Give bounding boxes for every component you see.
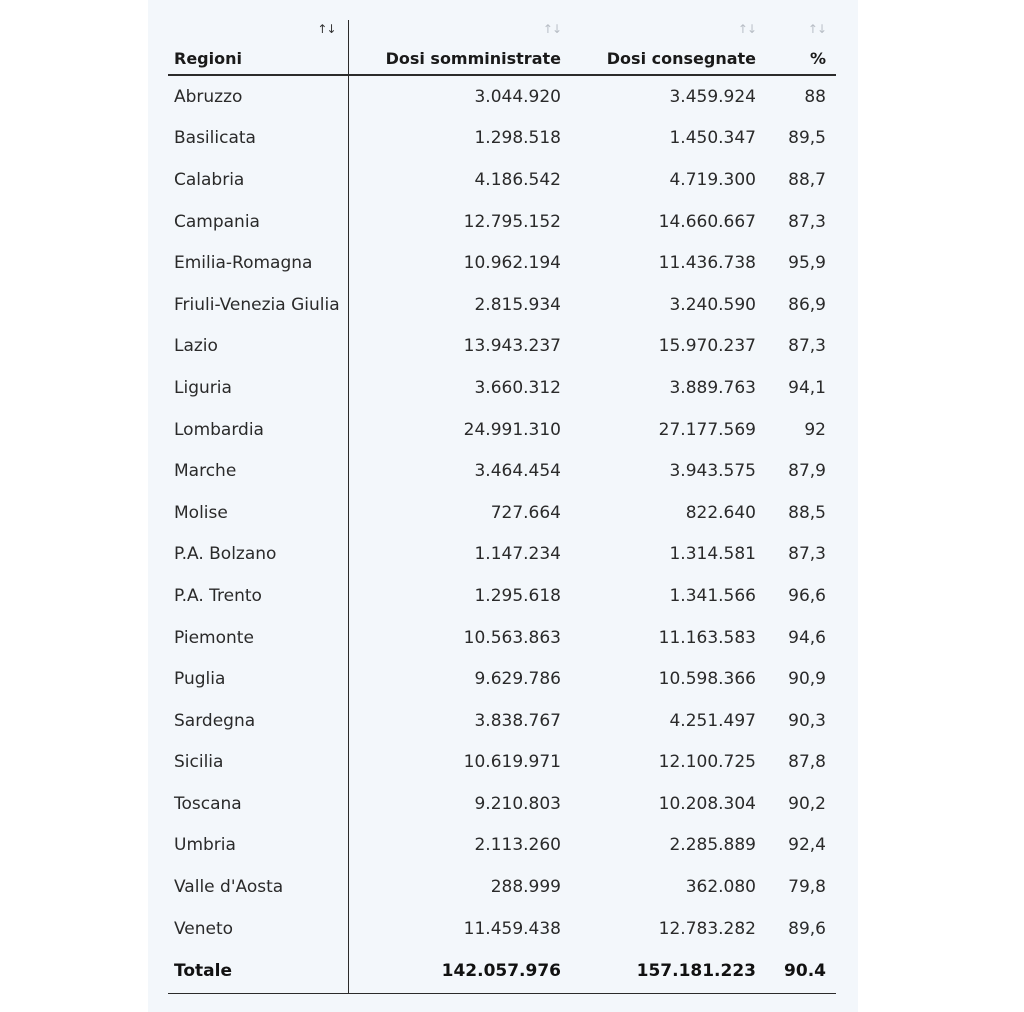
table-body [168,75,836,949]
cell-region: Basilicata [168,118,348,160]
table-row [168,326,836,368]
total-administered: 142.057.976 [348,949,571,994]
cell-delivered: 1.450.347 [669,128,756,149]
cell-delivered: 3.459.924 [669,86,756,107]
cell-delivered: 2.285.889 [669,835,756,856]
cell-administered: 727.664 [490,502,561,523]
cell-administered: 1.298.518 [474,128,561,149]
cell-percent: 96,6 [788,585,826,606]
column-header-administered[interactable] [348,20,571,75]
cell-percent: 87,9 [788,461,826,482]
column-header-region[interactable] [168,20,348,75]
cell-percent: 79,8 [788,877,826,898]
cell-administered: 288.999 [490,877,561,898]
table-row [168,492,836,534]
cell-region: Toscana [168,783,348,825]
cell-administered: 10.619.971 [463,752,561,773]
table-row [168,742,836,784]
cell-administered: 3.660.312 [474,377,561,398]
cell-delivered: 10.208.304 [658,793,756,814]
cell-administered: 10.563.863 [463,627,561,648]
cell-region: Sardegna [168,700,348,742]
cell-administered: 3.838.767 [474,710,561,731]
cell-percent: 86,9 [788,294,826,315]
column-header-label: Regioni [174,49,242,68]
cell-percent: 90,9 [788,669,826,690]
cell-delivered: 1.341.566 [669,585,756,606]
cell-administered: 3.464.454 [474,461,561,482]
table-row [168,534,836,576]
header-row [168,20,836,75]
cell-delivered: 15.970.237 [658,336,756,357]
cell-administered: 1.147.234 [474,544,561,565]
total-percent: 90.4 [766,949,836,994]
sort-icon[interactable]: ↑↓ [542,22,561,36]
cell-percent: 88 [804,86,826,107]
cell-region: Marche [168,450,348,492]
table-row [168,575,836,617]
cell-delivered: 4.719.300 [669,169,756,190]
cell-region: Lazio [168,326,348,368]
total-row [168,949,836,994]
cell-administered: 13.943.237 [463,336,561,357]
cell-delivered: 12.783.282 [658,918,756,939]
cell-percent: 87,8 [788,752,826,773]
column-header-label: Dosi somministrate [385,49,561,68]
cell-region: Puglia [168,658,348,700]
table-row [168,658,836,700]
sort-icon[interactable]: ↑↓ [737,22,756,36]
cell-delivered: 3.240.590 [669,294,756,315]
column-header-label: % [809,49,826,68]
cell-administered: 12.795.152 [463,211,561,232]
cell-region: Valle d'Aosta [168,866,348,908]
sort-icon[interactable]: ↑↓ [317,22,336,36]
cell-region: Emilia-Romagna [168,242,348,284]
cell-percent: 90,3 [788,710,826,731]
table-row [168,284,836,326]
cell-delivered: 11.436.738 [658,253,756,274]
table-panel [148,0,858,1012]
cell-region: Molise [168,492,348,534]
cell-administered: 2.815.934 [474,294,561,315]
cell-region: Friuli-Venezia Giulia [168,284,348,326]
cell-delivered: 362.080 [685,877,756,898]
cell-administered: 9.629.786 [474,669,561,690]
cell-administered: 24.991.310 [463,419,561,440]
table-row [168,450,836,492]
cell-delivered: 1.314.581 [669,544,756,565]
cell-region: Campania [168,201,348,243]
cell-percent: 87,3 [788,544,826,565]
cell-percent: 89,5 [788,128,826,149]
cell-region: Calabria [168,159,348,201]
cell-percent: 95,9 [788,253,826,274]
cell-region: P.A. Trento [168,575,348,617]
cell-delivered: 14.660.667 [658,211,756,232]
cell-delivered: 11.163.583 [658,627,756,648]
cell-percent: 87,3 [788,211,826,232]
cell-percent: 94,1 [788,377,826,398]
cell-region: Umbria [168,825,348,867]
table-row [168,201,836,243]
table-row [168,75,836,118]
table-row [168,908,836,950]
cell-region: Piemonte [168,617,348,659]
cell-region: P.A. Bolzano [168,534,348,576]
table-row [168,825,836,867]
table-row [168,783,836,825]
cell-region: Liguria [168,367,348,409]
cell-delivered: 3.943.575 [669,461,756,482]
table-row [168,367,836,409]
cell-delivered: 27.177.569 [658,419,756,440]
cell-delivered: 10.598.366 [658,669,756,690]
cell-administered: 4.186.542 [474,169,561,190]
table-row [168,700,836,742]
sort-icon[interactable]: ↑↓ [807,22,826,36]
cell-administered: 10.962.194 [463,253,561,274]
cell-percent: 88,5 [788,502,826,523]
table-row [168,866,836,908]
cell-administered: 3.044.920 [474,86,561,107]
cell-region: Sicilia [168,742,348,784]
table-row [168,617,836,659]
cell-percent: 90,2 [788,793,826,814]
vaccine-doses-table [168,20,836,994]
table-row [168,118,836,160]
cell-administered: 1.295.618 [474,585,561,606]
cell-delivered: 4.251.497 [669,710,756,731]
cell-percent: 94,6 [788,627,826,648]
cell-percent: 88,7 [788,169,826,190]
cell-region: Lombardia [168,409,348,451]
column-header-label: Dosi consegnate [606,49,756,68]
cell-administered: 9.210.803 [474,793,561,814]
cell-percent: 89,6 [788,918,826,939]
cell-percent: 92,4 [788,835,826,856]
total-label: Totale [168,949,348,994]
cell-percent: 87,3 [788,336,826,357]
table-row [168,159,836,201]
cell-region: Veneto [168,908,348,950]
cell-percent: 92 [804,419,826,440]
table-row [168,242,836,284]
cell-administered: 11.459.438 [463,918,561,939]
cell-delivered: 822.640 [685,502,756,523]
cell-region: Abruzzo [168,75,348,118]
cell-delivered: 12.100.725 [658,752,756,773]
total-delivered: 157.181.223 [571,949,766,994]
cell-delivered: 3.889.763 [669,377,756,398]
table-row [168,409,836,451]
cell-administered: 2.113.260 [474,835,561,856]
column-header-delivered[interactable] [571,20,766,75]
column-header-percent[interactable] [766,20,836,75]
